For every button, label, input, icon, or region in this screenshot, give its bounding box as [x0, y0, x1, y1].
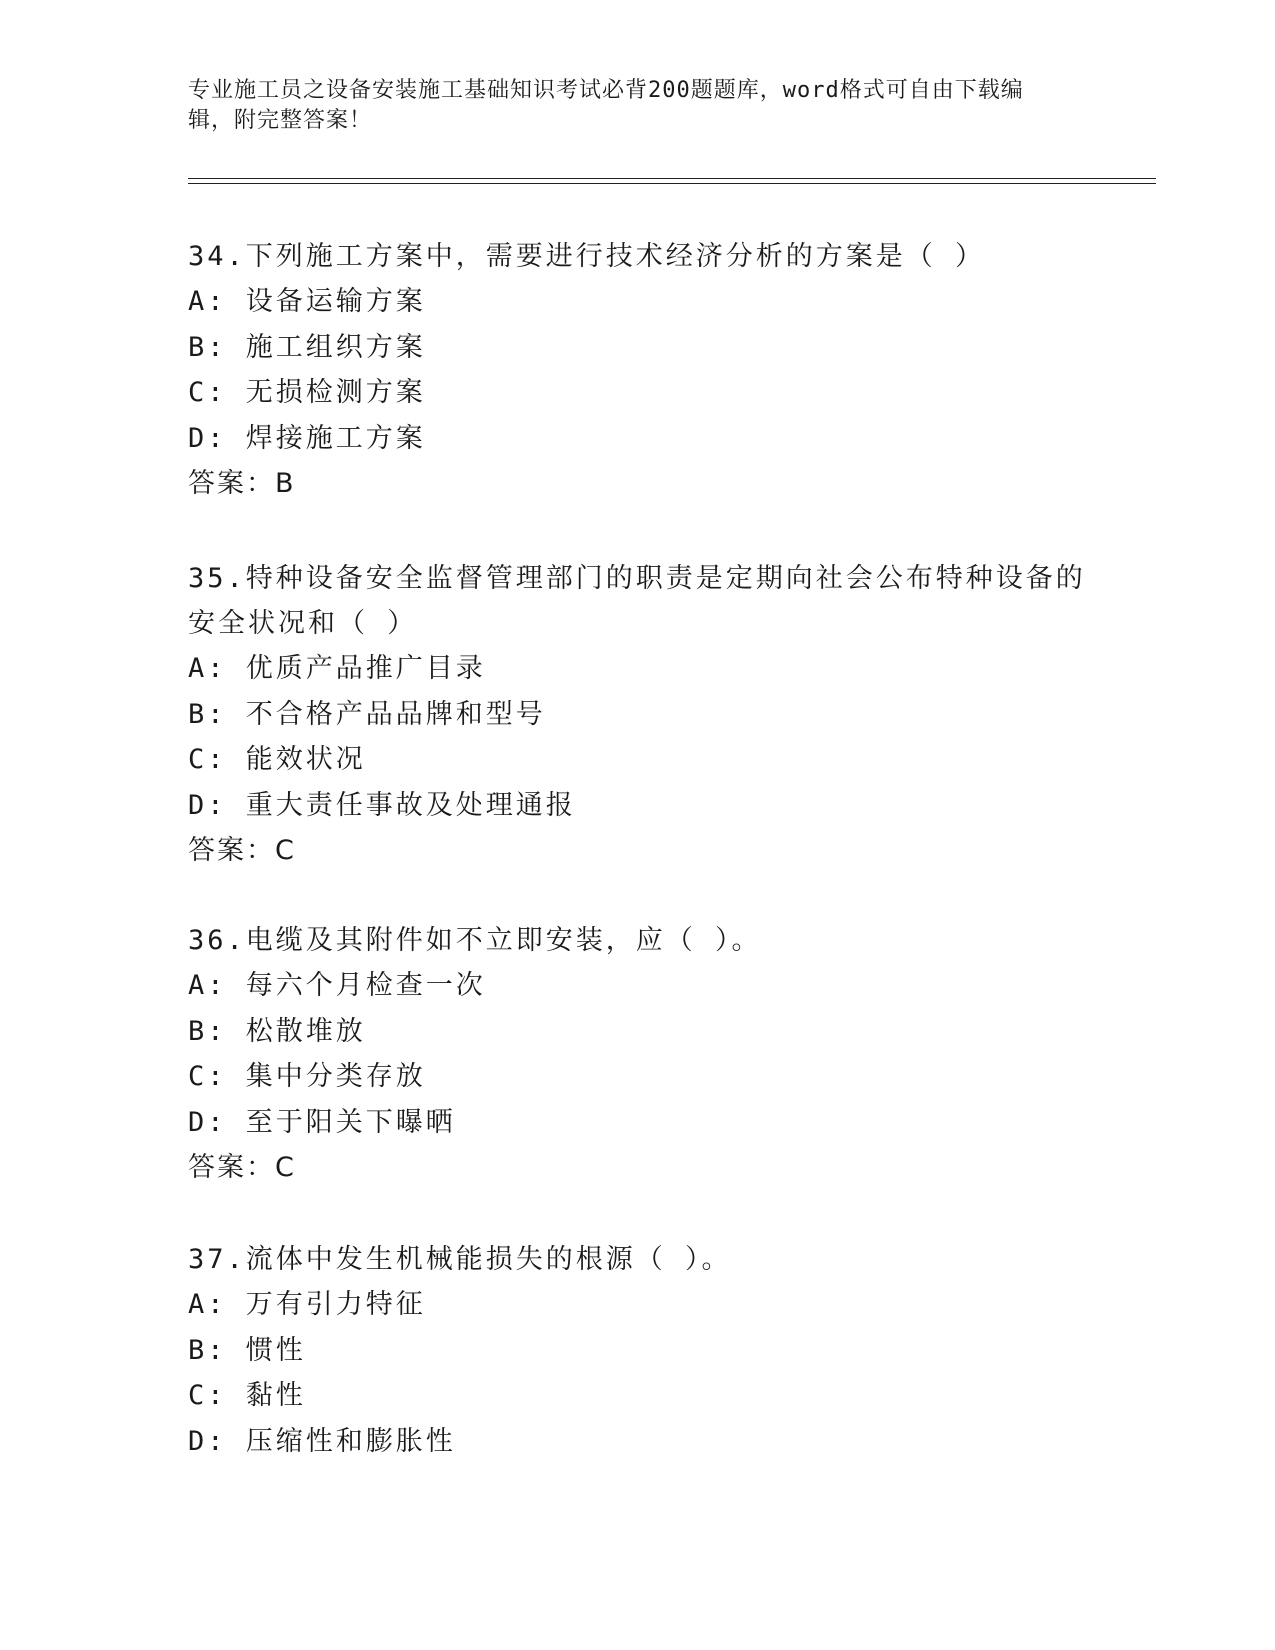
option-c: C: 能效状况: [188, 744, 366, 775]
option-b: B: 松散堆放: [188, 1015, 366, 1047]
option-d: D: 至于阳关下曝晒: [188, 1106, 456, 1138]
option-b: B: 不合格产品品牌和型号: [188, 698, 546, 730]
header-rule-bottom: [188, 183, 1156, 184]
question-37: [188, 1237, 1088, 1464]
option-d: D: 焊接施工方案: [188, 422, 426, 454]
question-35: [188, 556, 1088, 873]
option-c: C: 黏性: [188, 1380, 306, 1411]
header-rule-top: [188, 178, 1156, 179]
question-stem: 35.特种设备安全监督管理部门的职责是定期向社会公布特种设备的安全状况和（ ）: [188, 563, 1086, 639]
document-header: 专业施工员之设备安装施工基础知识考试必背200题题库，word格式可自由下载编辑，附完整答案！: [188, 78, 1024, 133]
answer: 答案：B: [188, 468, 296, 499]
answer: 答案：C: [188, 835, 296, 866]
option-b: B: 惯性: [188, 1334, 306, 1366]
option-a: A: 每六个月检查一次: [188, 970, 486, 1001]
option-d: D: 重大责任事故及处理通报: [188, 789, 576, 821]
question-34: [188, 234, 1088, 506]
option-c: C: 无损检测方案: [188, 377, 426, 408]
option-a: A: 优质产品推广目录: [188, 653, 486, 684]
option-c: C: 集中分类存放: [188, 1061, 426, 1092]
answer: 答案：C: [188, 1152, 296, 1183]
option-a: A: 万有引力特征: [188, 1289, 426, 1320]
option-b: B: 施工组织方案: [188, 331, 426, 363]
question-36: [188, 918, 1088, 1190]
option-a: A: 设备运输方案: [188, 286, 426, 317]
question-stem: 34.下列施工方案中，需要进行技术经济分析的方案是（ ）: [188, 241, 986, 272]
question-stem: 36.电缆及其附件如不立即安装，应（ ）。: [188, 925, 762, 956]
question-stem: 37.流体中发生机械能损失的根源（ ）。: [188, 1244, 732, 1275]
option-d: D: 压缩性和膨胀性: [188, 1425, 456, 1457]
